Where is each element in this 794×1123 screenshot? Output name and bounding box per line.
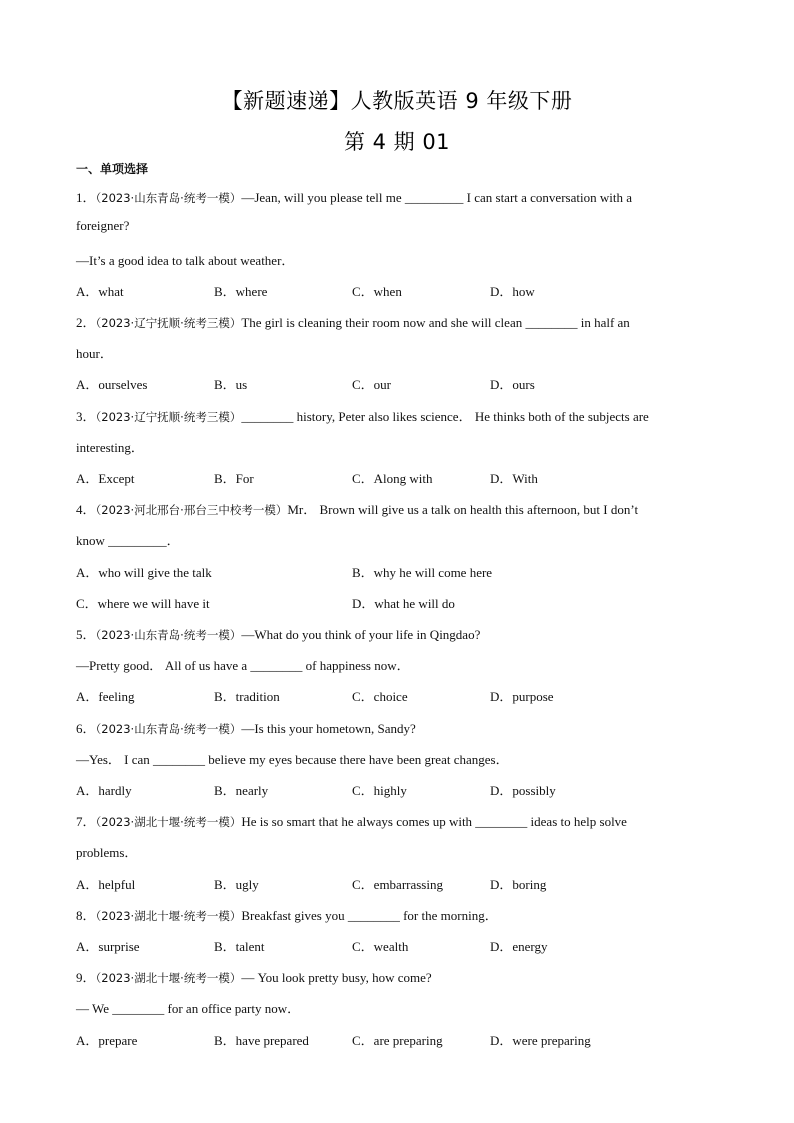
- question-number: 9．: [76, 970, 96, 985]
- question-text: ________ history, Peter also likes science． He thinks both of the subjects are: [241, 409, 649, 424]
- question-9-option-c: C．are preparing: [352, 1033, 443, 1048]
- question-5-reply: —Pretty good． All of us have a ________ of happiness now．: [76, 658, 410, 673]
- question-4-stem-cont: know _________．: [76, 533, 180, 548]
- question-1-stem-cont: foreigner?: [76, 218, 130, 233]
- question-number: 2．: [76, 315, 96, 330]
- question-number: 8．: [76, 908, 96, 923]
- question-2-stem: [76, 312, 630, 331]
- question-3-option-c: C．Along with: [352, 471, 433, 486]
- question-8-option-c: C．wealth: [352, 939, 409, 954]
- question-7-option-b: B．ugly: [214, 877, 259, 892]
- question-source: （2023·湖北十堰·统考一模）: [95, 815, 242, 829]
- question-1-option-b: B．where: [214, 284, 268, 299]
- question-1-option-c: C．when: [352, 284, 402, 299]
- question-source: （2023·河北邢台·邢台三中校考一模）: [95, 503, 288, 517]
- question-6-option-b: B．nearly: [214, 783, 269, 798]
- question-4-option-b: B．why he will come here: [352, 565, 493, 580]
- question-3-option-d: D．With: [490, 471, 538, 486]
- question-5-option-d: D．purpose: [490, 689, 554, 704]
- question-4-option-c: C．where we will have it: [76, 596, 210, 611]
- document-subtitle: 第 4 期 01: [343, 130, 451, 154]
- question-6-reply: —Yes． I can ________ believe my eyes because there have been great changes．: [76, 752, 509, 767]
- question-5-option-b: B．tradition: [214, 689, 280, 704]
- question-6-stem: [76, 718, 416, 737]
- question-7-option-d: D．boring: [490, 877, 547, 892]
- question-number: 7．: [76, 814, 96, 829]
- question-text: —Jean, will you please tell me _________ I can start a conversation with a: [241, 190, 632, 205]
- question-source: （2023·山东青岛·统考一模）: [95, 191, 242, 205]
- question-9-option-b: B．have prepared: [214, 1033, 309, 1048]
- question-3-option-b: B．For: [214, 471, 254, 486]
- question-2-option-d: D．ours: [490, 377, 535, 392]
- question-5-option-a: A．feeling: [76, 689, 135, 704]
- question-1-reply: —It’s a good idea to talk about weather．: [76, 253, 295, 268]
- question-number: 1．: [76, 190, 96, 205]
- question-4-option-d: D．what he will do: [352, 596, 455, 611]
- question-5-option-c: C．choice: [352, 689, 408, 704]
- question-7-option-c: C．embarrassing: [352, 877, 443, 892]
- question-text: The girl is cleaning their room now and she will clean ________ in half an: [241, 315, 630, 330]
- question-2-option-b: B．us: [214, 377, 248, 392]
- question-number: 3．: [76, 409, 96, 424]
- question-source: （2023·湖北十堰·统考一模）: [95, 909, 242, 923]
- section-heading: 一、单项选择: [76, 162, 149, 176]
- question-text: Mr． Brown will give us a talk on health this afternoon, but I don’t: [287, 502, 639, 517]
- question-9-reply: — We ________ for an office party now．: [76, 1001, 301, 1016]
- question-2-stem-cont: hour．: [76, 346, 113, 361]
- question-source: （2023·湖北十堰·统考一模）: [95, 971, 242, 985]
- question-5-stem: [76, 624, 480, 643]
- question-2-option-a: A．ourselves: [76, 377, 148, 392]
- question-text: —What do you think of your life in Qingdao?: [241, 627, 481, 642]
- question-1-stem: [76, 187, 632, 206]
- question-8-option-d: D．energy: [490, 939, 548, 954]
- question-source: （2023·山东青岛·统考一模）: [95, 722, 242, 736]
- question-9-stem: [76, 967, 432, 986]
- question-number: 4．: [76, 502, 96, 517]
- question-2-option-c: C．our: [352, 377, 392, 392]
- question-4-stem: [76, 499, 638, 518]
- question-text: —Is this your hometown, Sandy?: [241, 721, 416, 736]
- question-8-stem: [76, 905, 498, 924]
- question-6-option-d: D．possibly: [490, 783, 556, 798]
- question-number: 6．: [76, 721, 96, 736]
- question-text: He is so smart that he always comes up with ________ ideas to help solve: [241, 814, 627, 829]
- document-title: 【新题速递】人教版英语 9 年级下册: [221, 89, 573, 113]
- question-source: （2023·山东青岛·统考一模）: [95, 628, 242, 642]
- question-source: （2023·辽宁抚顺·统考三模）: [95, 316, 242, 330]
- question-6-option-c: C．highly: [352, 783, 407, 798]
- question-7-stem: [76, 811, 627, 830]
- question-text: Breakfast gives you ________ for the morning．: [241, 908, 498, 923]
- question-9-option-a: A．prepare: [76, 1033, 138, 1048]
- question-7-option-a: A．helpful: [76, 877, 136, 892]
- question-4-option-a: A．who will give the talk: [76, 565, 212, 580]
- question-number: 5．: [76, 627, 96, 642]
- question-8-option-b: B．talent: [214, 939, 265, 954]
- question-8-option-a: A．surprise: [76, 939, 140, 954]
- question-text: — You look pretty busy, how come?: [241, 970, 432, 985]
- question-3-stem: [76, 406, 649, 425]
- question-6-option-a: A．hardly: [76, 783, 132, 798]
- question-source: （2023·辽宁抚顺·统考三模）: [95, 410, 242, 424]
- question-7-stem-cont: problems．: [76, 845, 138, 860]
- question-1-option-a: A．what: [76, 284, 124, 299]
- question-1-option-d: D．how: [490, 284, 535, 299]
- question-3-stem-cont: interesting．: [76, 440, 144, 455]
- question-9-option-d: D．were preparing: [490, 1033, 591, 1048]
- question-3-option-a: A．Except: [76, 471, 135, 486]
